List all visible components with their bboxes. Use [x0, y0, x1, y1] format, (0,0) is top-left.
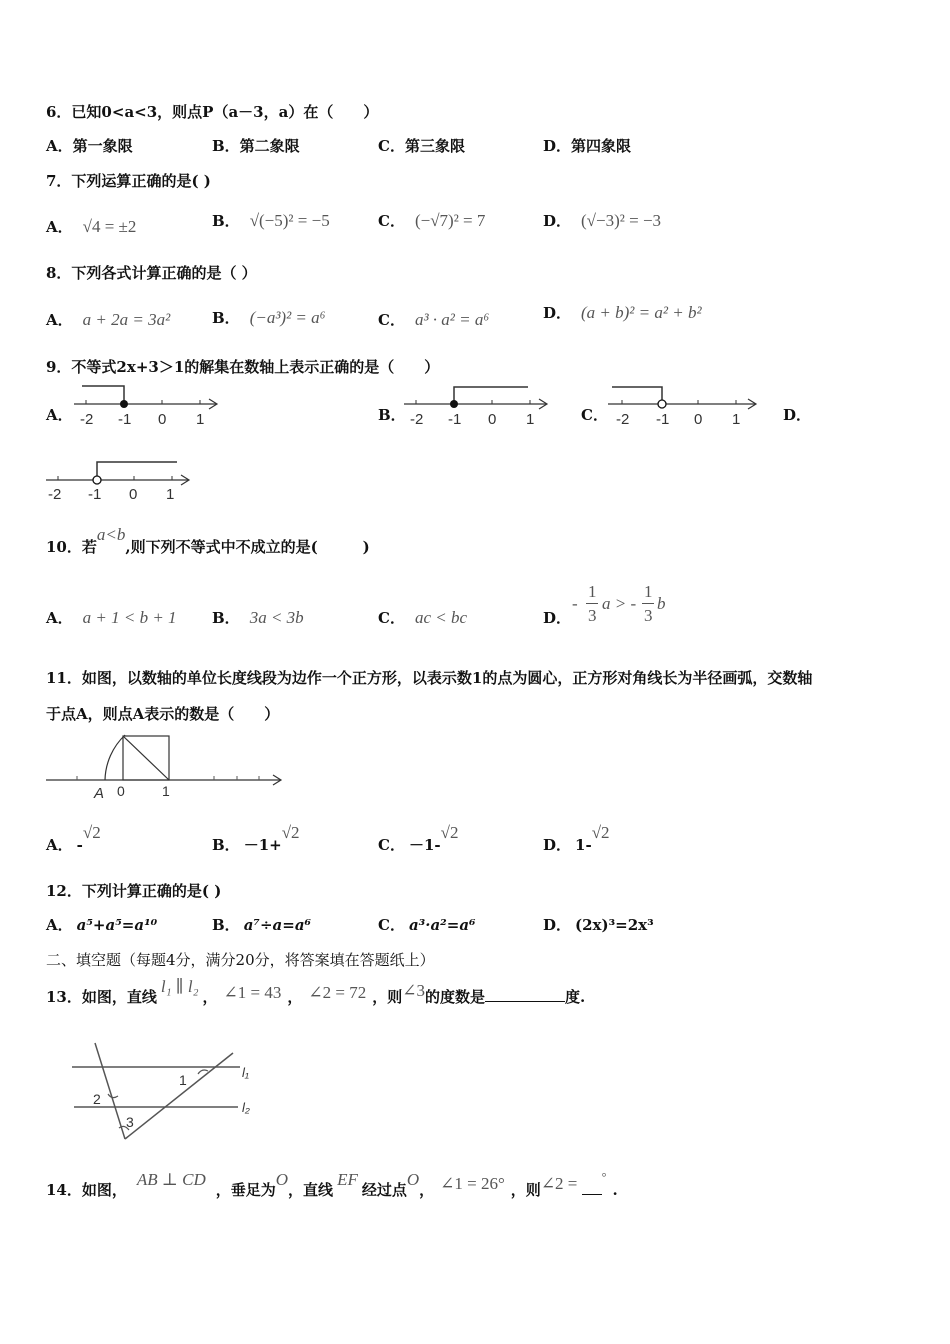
- svg-text:0: 0: [694, 411, 703, 428]
- svg-text:-1: -1: [656, 411, 670, 428]
- q6-option-a[interactable]: A．第一象限: [46, 137, 133, 155]
- q10-option-d-label[interactable]: D．: [543, 609, 572, 627]
- svg-text:0: 0: [117, 783, 125, 799]
- svg-text:1: 1: [162, 783, 170, 799]
- q9-label-a[interactable]: A．: [46, 406, 73, 424]
- svg-text:l₂: l₂: [242, 1100, 250, 1115]
- q13-figure: [68, 1040, 268, 1150]
- q14-answer-blank[interactable]: [582, 1194, 602, 1195]
- svg-text:-2: -2: [616, 411, 630, 428]
- q11-option-a[interactable]: A． -√2: [46, 823, 101, 854]
- q7-stem: 7．下列运算正确的是( ): [46, 172, 211, 190]
- q6-option-d[interactable]: D．第四象限: [543, 137, 632, 155]
- q11-option-b[interactable]: B． －1+√2: [212, 823, 300, 854]
- q8-option-d[interactable]: D． (a + b)² = a² + b²: [543, 303, 702, 322]
- q12-option-d[interactable]: D． (2x)³=2x³: [543, 916, 654, 934]
- q9-numberline-d[interactable]: [40, 457, 200, 507]
- q7-option-c[interactable]: C． (−√7)² = 7: [378, 211, 486, 230]
- svg-text:-2: -2: [410, 411, 424, 428]
- svg-text:-1: -1: [118, 411, 132, 428]
- q8-option-a[interactable]: A． a + 2a = 3a²: [46, 310, 171, 329]
- q10-option-b[interactable]: B． 3a < 3b: [212, 608, 304, 627]
- q12-option-c[interactable]: C． a³·a²=a⁶: [378, 916, 476, 934]
- q6-option-b[interactable]: B．第二象限: [212, 137, 300, 155]
- q10-option-a[interactable]: A． a + 1 < b + 1: [46, 608, 177, 627]
- q12-option-b[interactable]: B． a⁷÷a=a⁶: [212, 916, 312, 934]
- section-2-heading: 二、填空题（每题4分，满分20分，将答案填在答题纸上）: [46, 951, 435, 969]
- q9-label-d[interactable]: D．: [783, 406, 812, 424]
- svg-text:0: 0: [129, 486, 138, 503]
- q9-stem: 9．不等式2x+3＞1的解集在数轴上表示正确的是（ ）: [46, 358, 440, 376]
- q9-label-b[interactable]: B．: [378, 406, 406, 424]
- q8-option-b[interactable]: B． (−a³)² = a⁶: [212, 308, 326, 327]
- svg-text:l₁: l₁: [242, 1065, 249, 1080]
- svg-text:0: 0: [488, 411, 497, 428]
- q11-line2: 于点A，则点A表示的数是（ ）: [46, 705, 280, 723]
- svg-text:A: A: [94, 785, 105, 802]
- svg-text:-2: -2: [80, 411, 94, 428]
- svg-text:-2: -2: [48, 486, 62, 503]
- svg-text:1: 1: [526, 411, 535, 428]
- svg-text:1: 1: [166, 486, 175, 503]
- q10-stem: 10．若a<b,则下列不等式中不成立的是( ): [46, 525, 370, 556]
- q13-answer-blank[interactable]: [485, 1001, 565, 1002]
- q8-stem: 8．下列各式计算正确的是（ ）: [46, 264, 257, 282]
- q12-option-a[interactable]: A． a⁵+a⁵=a¹⁰: [46, 916, 158, 934]
- svg-text:1: 1: [196, 411, 205, 428]
- q9-numberline-c[interactable]: [600, 382, 765, 432]
- q9-numberline-b[interactable]: [396, 382, 556, 432]
- q6-option-c[interactable]: C．第三象限: [378, 137, 465, 155]
- svg-text:2: 2: [93, 1091, 101, 1107]
- q6-stem: 6．已知0<a<3，则点P（a－3，a）在（ ）: [46, 103, 379, 121]
- q14-stem: 14．如图，AB ⊥ CD，垂足为O，直线EF经过点O， ∠1 = 26° ，则∠2 = °.: [46, 1170, 618, 1199]
- q7-option-d[interactable]: D． (√−3)² = −3: [543, 211, 662, 230]
- q12-stem: 12．下列计算正确的是( ): [46, 882, 222, 900]
- q7-option-b[interactable]: B． √(−5)² = −5: [212, 211, 330, 230]
- q8-option-c[interactable]: C． a³ · a² = a⁶: [378, 310, 490, 329]
- q9-label-c[interactable]: C．: [581, 406, 608, 424]
- q9-numberline-a[interactable]: [66, 382, 226, 432]
- q11-line1: 11．如图，以数轴的单位长度线段为边作一个正方形，以表示数1的点为圆心，正方形对角线长为半径画弧，交数轴: [46, 669, 813, 687]
- q7-option-a[interactable]: A． √4 = ±2: [46, 217, 137, 236]
- svg-text:-1: -1: [88, 486, 102, 503]
- q10-option-d-expr[interactable]: - 1 3 a > - 1 3 b: [572, 582, 666, 625]
- q11-option-d[interactable]: D． 1-√2: [543, 823, 610, 854]
- q13-stem: 13．如图，直线l₁ ∥ l₂， ∠1 = 43 ， ∠2 = 72 ，则∠3的度数是 度.: [46, 977, 586, 1006]
- svg-text:3: 3: [126, 1114, 134, 1130]
- svg-text:0: 0: [158, 411, 167, 428]
- svg-text:1: 1: [732, 411, 741, 428]
- svg-text:-1: -1: [448, 411, 462, 428]
- q11-option-c[interactable]: C． －1-√2: [378, 823, 459, 854]
- q11-figure: [42, 730, 292, 805]
- svg-text:1: 1: [179, 1072, 187, 1088]
- q10-option-c[interactable]: C． ac < bc: [378, 608, 468, 627]
